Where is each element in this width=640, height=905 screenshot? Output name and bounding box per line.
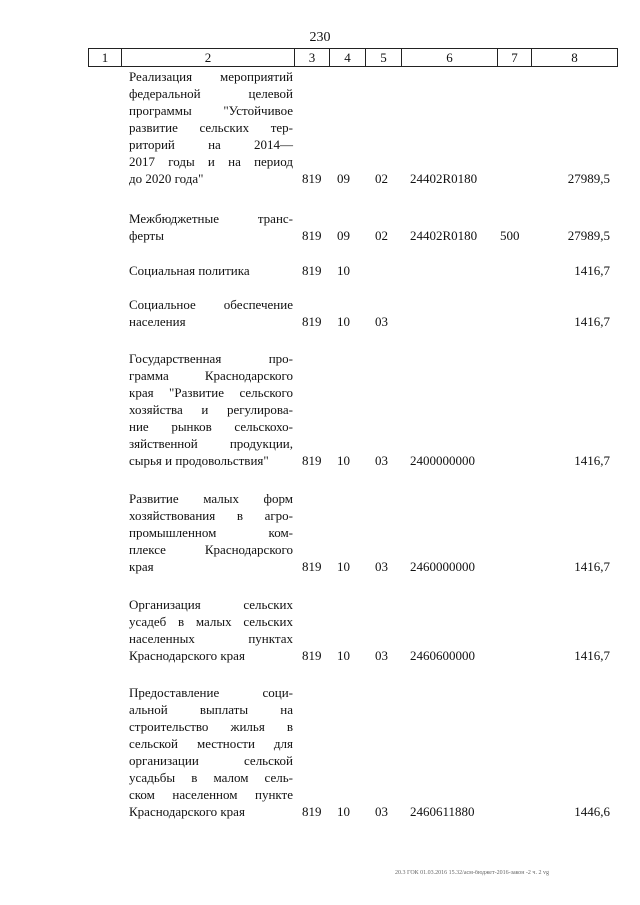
row-value-c3: 819 <box>302 648 322 663</box>
row-value-c3: 819 <box>302 453 322 468</box>
row-description-line: ферты <box>129 228 164 243</box>
row-description-line: населения <box>129 314 186 329</box>
row-value-c5: 03 <box>375 804 388 819</box>
col-header-5: 5 <box>366 49 402 67</box>
row-value-c8: 1416,7 <box>574 648 610 663</box>
row-description-line: 2017 годы и на период <box>129 154 293 169</box>
row-value-c3: 819 <box>302 559 322 574</box>
row-value-c6: 24402R0180 <box>410 171 478 186</box>
row-value-c4: 10 <box>337 263 350 278</box>
row-description-line: строительство жилья в <box>129 719 293 734</box>
row-value-c6: 2460611880 <box>410 804 475 819</box>
row-value-c5: 02 <box>375 228 388 243</box>
row-value-c5: 02 <box>375 171 388 186</box>
row-description-line: развитие сельских тер- <box>129 120 293 135</box>
row-description-line: края "Развитие сельского <box>129 385 293 400</box>
row-value-c3: 819 <box>302 171 322 186</box>
row-value-c4: 10 <box>337 648 350 663</box>
row-value-c4: 10 <box>337 453 350 468</box>
row-description-line: населенных пунктах <box>129 631 293 646</box>
row-description-line: сельской местности для <box>129 736 293 751</box>
row-value-c8: 1416,7 <box>574 263 610 278</box>
row-value-c3: 819 <box>302 314 322 329</box>
row-description-line: Реализация мероприятий <box>129 69 293 84</box>
row-value-c5: 03 <box>375 314 388 329</box>
row-description <box>129 596 293 664</box>
row-value-c6: 24402R0180 <box>410 228 478 243</box>
row-description-line: ние рынков сельскохо- <box>129 419 293 434</box>
row-description-line: Краснодарского края <box>129 804 245 819</box>
row-description-line: организации сельской <box>129 753 293 768</box>
col-header-1: 1 <box>89 49 122 67</box>
row-description-line: зяйственной продукции, <box>129 436 293 451</box>
col-header-8: 8 <box>532 49 618 67</box>
row-description-line: программы "Устойчивое <box>129 103 293 118</box>
footer-stamp: 20.3 ГОК 01.03.2016 15.32/асм-бюджет-2016-закон -2 ч. 2 vg <box>395 870 549 876</box>
row-description-line: края <box>129 559 154 574</box>
row-value-c7: 500 <box>500 228 520 243</box>
row-description-line: хозяйствования в агро- <box>129 508 293 523</box>
row-description-line: промышленном ком- <box>129 525 293 540</box>
row-description <box>129 210 293 244</box>
row-value-c6: 2460600000 <box>410 648 475 663</box>
col-header-3: 3 <box>295 49 330 67</box>
col-header-6: 6 <box>402 49 498 67</box>
row-value-c4: 09 <box>337 228 350 243</box>
row-value-c4: 09 <box>337 171 350 186</box>
row-value-c4: 10 <box>337 314 350 329</box>
row-description-line: Социальная политика <box>129 263 250 278</box>
row-value-c6: 2460000000 <box>410 559 475 574</box>
row-value-c8: 1416,7 <box>574 453 610 468</box>
row-description-line: усадьбы в малом сель- <box>129 770 293 785</box>
row-description <box>129 296 293 330</box>
row-description-line: хозяйства и регулирова- <box>129 402 293 417</box>
row-value-c8: 27989,5 <box>567 171 610 186</box>
row-description-line: сырья и продовольствия" <box>129 453 269 468</box>
row-value-c3: 819 <box>302 228 322 243</box>
row-value-c4: 10 <box>337 804 350 819</box>
row-description <box>129 68 293 187</box>
col-header-4: 4 <box>330 49 366 67</box>
page-number: 230 <box>309 30 331 45</box>
row-description-line: ском населенном пункте <box>129 787 293 802</box>
row-value-c8: 1416,7 <box>574 559 610 574</box>
row-description-line: до 2020 года" <box>129 171 204 186</box>
row-value-c4: 10 <box>337 559 350 574</box>
row-description <box>129 490 293 575</box>
row-description-line: риторий на 2014— <box>129 137 293 152</box>
row-value-c5: 03 <box>375 648 388 663</box>
row-value-c3: 819 <box>302 263 322 278</box>
row-description-line: Развитие малых форм <box>129 491 293 506</box>
row-value-c5: 03 <box>375 559 388 574</box>
row-description-line: федеральной целевой <box>129 86 293 101</box>
row-value-c3: 819 <box>302 804 322 819</box>
row-value-c8: 1446,6 <box>574 804 610 819</box>
row-description <box>129 684 293 820</box>
row-value-c6: 2400000000 <box>410 453 475 468</box>
row-description-line: плексе Краснодарского <box>129 542 293 557</box>
row-description-line: Межбюджетные транс- <box>129 211 293 226</box>
row-value-c5: 03 <box>375 453 388 468</box>
col-header-7: 7 <box>498 49 532 67</box>
row-description-line: Организация сельских <box>129 597 293 612</box>
row-description-line: Краснодарского края <box>129 648 245 663</box>
row-description <box>129 350 293 469</box>
row-description-line: грамма Краснодарского <box>129 368 293 383</box>
row-description-line: Государственная про- <box>129 351 293 366</box>
row-description-line: усадеб в малых сельских <box>129 614 293 629</box>
row-description-line: Предоставление соци- <box>129 685 293 700</box>
row-value-c8: 27989,5 <box>567 228 610 243</box>
column-header-row <box>88 48 618 67</box>
col-header-2: 2 <box>122 49 295 67</box>
row-description-line: Социальное обеспечение <box>129 297 293 312</box>
row-description-line: альной выплаты на <box>129 702 293 717</box>
row-description <box>129 262 293 279</box>
row-value-c8: 1416,7 <box>574 314 610 329</box>
